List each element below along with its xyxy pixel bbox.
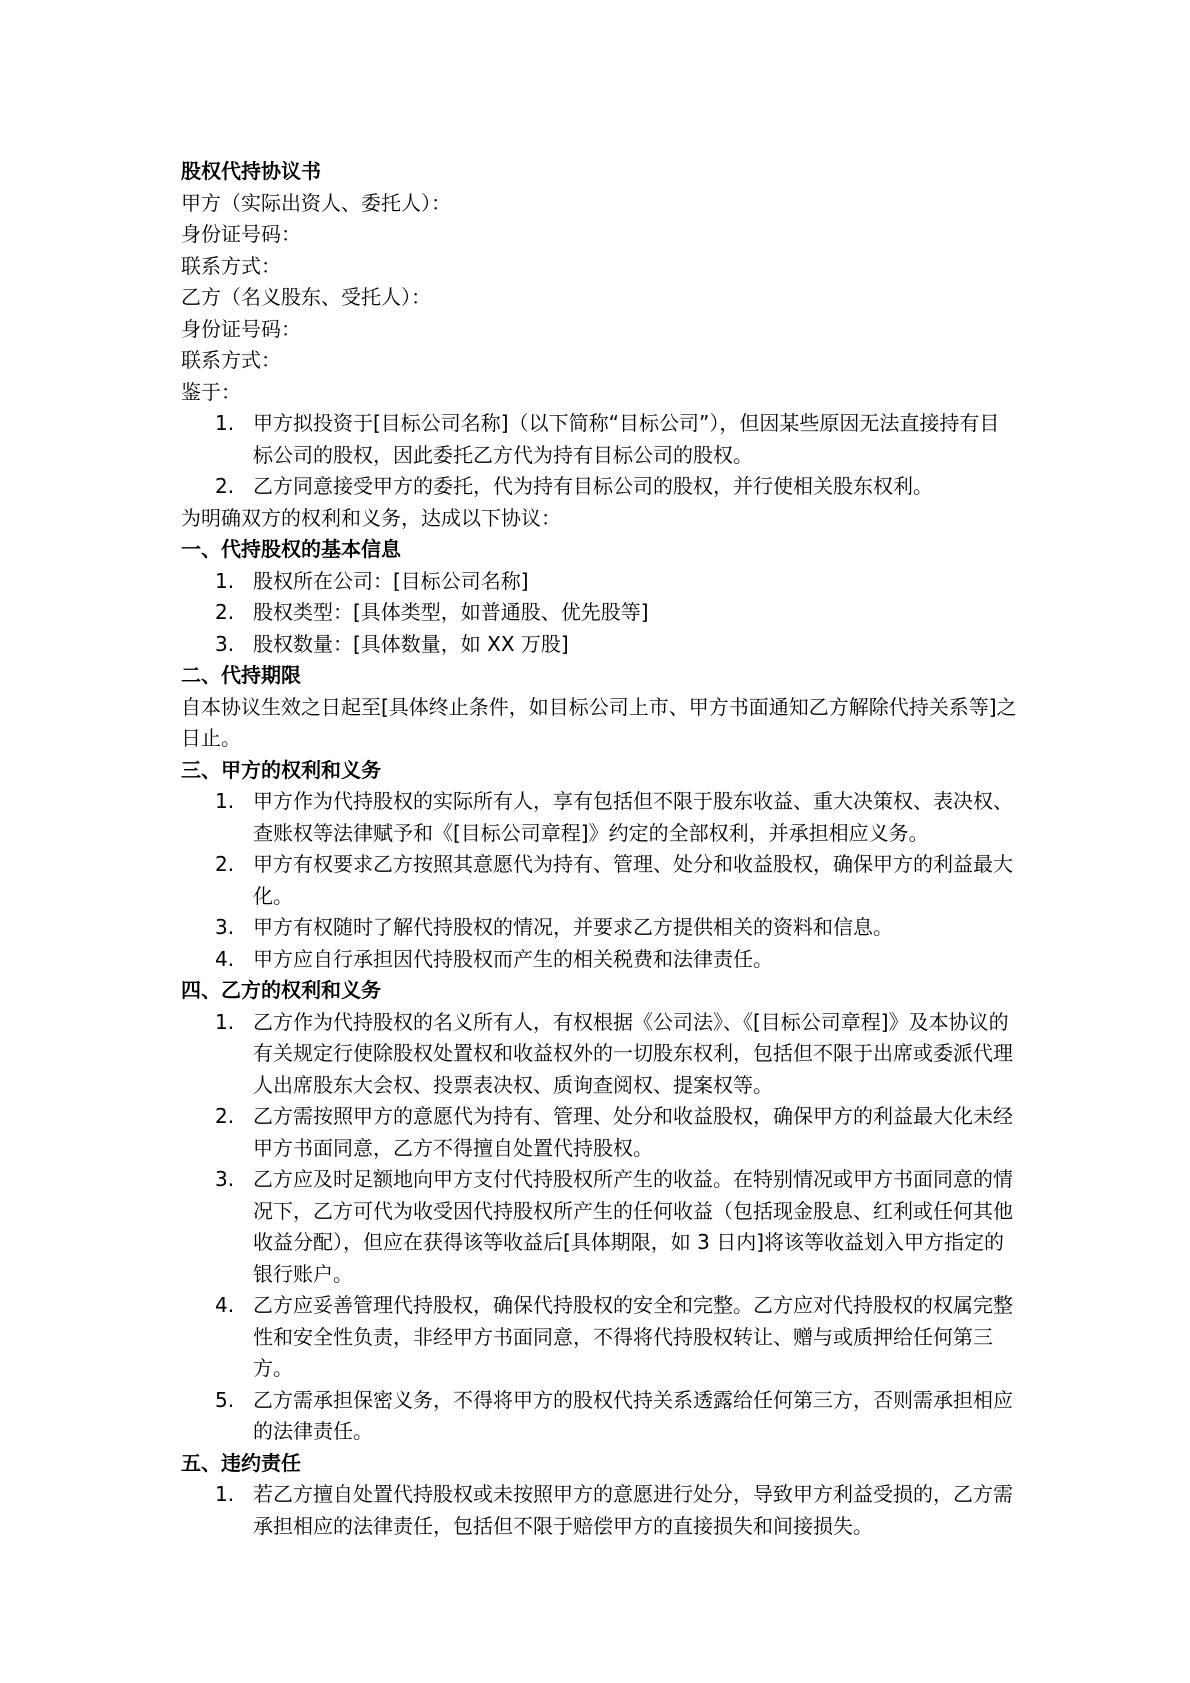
list-item-number: 1. xyxy=(215,568,235,593)
list-item-number: 4. xyxy=(215,1293,235,1317)
list-item xyxy=(215,1385,1022,1448)
list-item-number: 1. xyxy=(215,411,235,435)
list-item-text: 乙方应及时足额地向甲方支付代持股权所产生的收益。在特别情况或甲方书面同意的情况下，乙方可代为收受因代持股权所产生的任何收益（包括现金股息、红利或任何其他收益分配），但应在获得该等收益后[具体期限，如 3 日内]将该等收益划入甲方指定的银行账户。 xyxy=(253,1167,1013,1286)
list-item-text: 乙方需按照甲方的意愿代为持有、管理、处分和收益股权，确保甲方的利益最大化未经甲方书面同意，乙方不得擅自处置代持股权。 xyxy=(253,1104,1013,1160)
party-a-label: 甲方（实际出资人、委托人）： xyxy=(181,190,451,215)
list-item xyxy=(215,566,1022,598)
list-item xyxy=(215,1290,1022,1385)
whereas-list xyxy=(215,408,1022,503)
party-b-label: 乙方（名义股东、受托人）： xyxy=(181,285,431,309)
list-item-text: 若乙方擅自处置代持股权或未按照甲方的意愿进行处分，导致甲方利益受损的，乙方需承担相应的法律责任，包括但不限于赔偿甲方的直接损失和间接损失。 xyxy=(253,1482,1013,1538)
list-item-text: 股权数量：[具体数量，如 XX 万股] xyxy=(253,631,569,656)
list-item-number: 4. xyxy=(215,946,235,971)
list-item-number: 1. xyxy=(215,1482,235,1506)
section-4-list xyxy=(215,1007,1022,1448)
list-item-text: 甲方作为代持股权的实际所有人，享有包括但不限于股东收益、重大决策权、表决权、查账权等法律赋予和《[目标公司章程]》约定的全部权利，并承担相应义务。 xyxy=(253,789,1013,845)
list-item xyxy=(215,944,1022,976)
section-2-text: 自本协议生效之日起至[具体终止条件，如目标公司上市、甲方书面通知乙方解除代持关系等]之日止。 xyxy=(181,694,1017,750)
list-item-text: 乙方同意接受甲方的委托，代为持有目标公司的股权，并行使相关股东权利。 xyxy=(253,474,933,498)
list-item-text: 甲方有权要求乙方按照其意愿代为持有、管理、处分和收益股权，确保甲方的利益最大化。 xyxy=(253,852,1013,908)
section-2-heading: 二、代持期限 xyxy=(181,663,301,687)
list-item-text: 甲方拟投资于[目标公司名称]（以下简称“目标公司”），但因某些原因无法直接持有目标公司的股权，因此委托乙方代为持有目标公司的股权。 xyxy=(253,411,1000,467)
party-b-id-label: 身份证号码： xyxy=(181,316,301,341)
party-b-contact-label: 联系方式： xyxy=(181,348,281,372)
whereas-label: 鉴于： xyxy=(181,379,241,404)
party-a-contact-label: 联系方式： xyxy=(181,253,281,278)
section-5-heading: 五、违约责任 xyxy=(181,1450,301,1475)
list-item-number: 3. xyxy=(215,631,235,656)
section-1-list xyxy=(215,566,1022,661)
list-item xyxy=(215,597,1022,629)
list-item xyxy=(215,849,1022,912)
agreement-intro: 为明确双方的权利和义务，达成以下协议： xyxy=(181,505,561,530)
list-item-text: 甲方有权随时了解代持股权的情况，并要求乙方提供相关的资料和信息。 xyxy=(253,915,893,939)
list-item-number: 3. xyxy=(215,915,235,939)
list-item-number: 2. xyxy=(215,852,235,876)
list-item xyxy=(215,912,1022,944)
list-item xyxy=(215,1101,1022,1164)
list-item-text: 股权所在公司：[目标公司名称] xyxy=(253,568,529,593)
list-item-number: 2. xyxy=(215,474,235,498)
list-item xyxy=(215,1007,1022,1102)
party-a-id-label: 身份证号码： xyxy=(181,222,301,246)
list-item-number: 2. xyxy=(215,600,235,624)
list-item-text: 甲方应自行承担因代持股权而产生的相关税费和法律责任。 xyxy=(253,946,773,971)
list-item xyxy=(215,629,1022,661)
section-3-heading: 三、甲方的权利和义务 xyxy=(181,757,381,782)
list-item-text: 乙方应妥善管理代持股权，确保代持股权的安全和完整。乙方应对代持股权的权属完整性和安全性负责，非经甲方书面同意，不得将代持股权转让、赠与或质押给任何第三方。 xyxy=(253,1293,1013,1380)
section-5-list xyxy=(215,1479,1022,1542)
list-item-number: 2. xyxy=(215,1104,235,1128)
section-3-list xyxy=(215,786,1022,975)
list-item xyxy=(215,471,1022,503)
list-item xyxy=(215,1479,1022,1542)
list-item-number: 1. xyxy=(215,1009,235,1034)
list-item-text: 股权类型：[具体类型，如普通股、优先股等] xyxy=(253,600,649,624)
list-item-number: 5. xyxy=(215,1387,235,1412)
list-item xyxy=(215,1164,1022,1290)
section-1-heading: 一、代持股权的基本信息 xyxy=(181,537,401,561)
list-item xyxy=(215,786,1022,849)
list-item-number: 1. xyxy=(215,789,235,813)
list-item xyxy=(215,408,1022,471)
section-4-heading: 四、乙方的权利和义务 xyxy=(181,978,381,1002)
list-item-number: 3. xyxy=(215,1167,235,1191)
list-item-text: 乙方作为代持股权的名义所有人，有权根据《公司法》、《[目标公司章程]》及本协议的有关规定行使除股权处置权和收益权外的一切股东权利，包括但不限于出席或委派代理人出席股东大会权、投票表决权、质询查阅权、提案权等。 xyxy=(253,1009,1013,1097)
list-item-text: 乙方需承担保密义务，不得将甲方的股权代持关系透露给任何第三方，否则需承担相应的法律责任。 xyxy=(253,1387,1013,1443)
document-title: 股权代持协议书 xyxy=(181,159,321,183)
